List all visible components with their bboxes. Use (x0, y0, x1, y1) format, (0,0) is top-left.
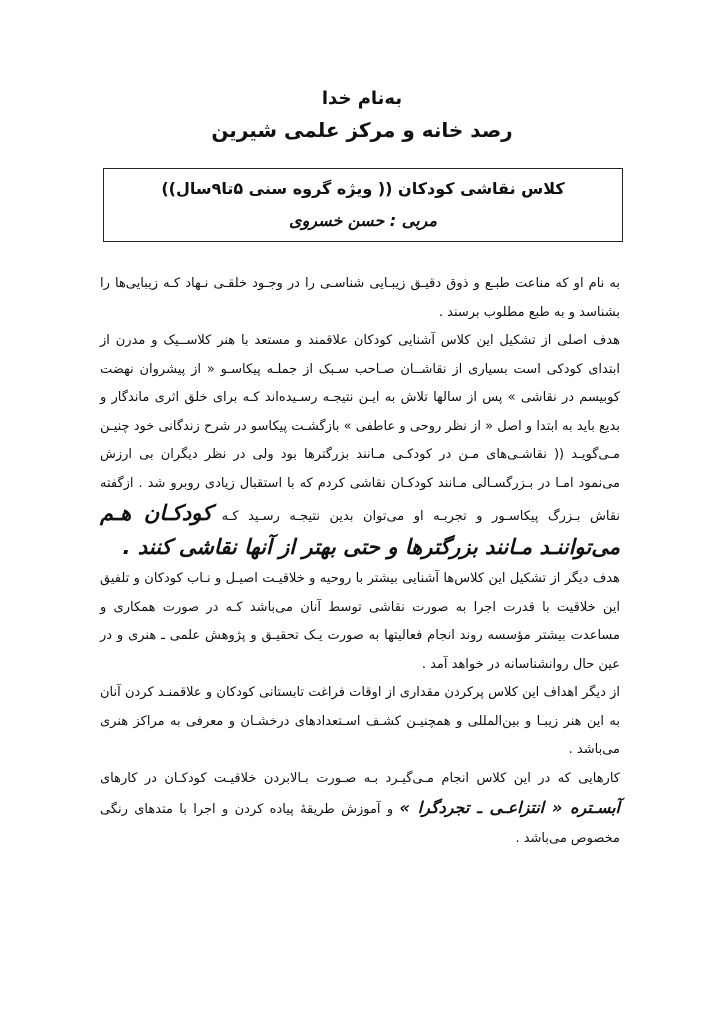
paragraph-other-goals: از دیگر اهداف این کلاس پرکردن مقداری از اوقات فراغت تابستانی کودکان و علاقمنـد کردن آنان به این هنر زیبـا و بین‌المللی و همچنیـن کشـف اسـتعدادهای درخشـان و معرفی به مراکز هنری می‌باشد . (100, 685, 620, 757)
instructor-name: مربی : حسن خسروی (289, 211, 437, 230)
paragraph-main-goal-text: هدف اصلی از تشکیل این کلاس آشنایی کودکان علاقمند و مستعد با هنر کلاســیک و مدرن از ابتدای کودکی است بسیاری از نقاشــان صـاحب سـبک از جملـه پیکاسـو « از پیشروان نهضت کوبیسم در نقاشی » پس از سالها تلاش به ایـن نتیجـه رسـیده‌اند کـه برای خلق اثری ماندگار و بدیع باید به ابتدا و اصل « از نظر روحی و عاطفی » بازگشـت پیکاسو در شرح زندگانی خود چنیـن مـی‌گویـد (( نقاشـی‌های مـن در کودکـی مـانند بزرگترها بود ولی در نظر دیگران بی ارزش می‌نمود امـا در بـزرگسـالی مـانند کودکـان نقاشی کردم که با استقبال زیادی روبرو شد . ازگفته نقاش بـزرگ پیکاسـور و تجربـه او می‌توان بدین نتیجـه رسـید کـه (100, 333, 621, 524)
body-text (100, 270, 620, 853)
organization-title: رصد خانه و مرکز علمی شیرین (211, 118, 513, 142)
paragraph-activities-end: و آموزش طریقهٔ پیاده کردن و اجرا با متدهای رنگی مخصوص می‌باشد . (100, 802, 620, 846)
page-invocation: به‌نام خدا (321, 88, 403, 109)
course-title: کلاس نقاشی کودکان (( ویژه گروه سنی ۵تا۹سال)) (161, 179, 565, 198)
emphasized-quote: کودکـان هـم می‌تواننـد مـانند بزرگترها و حتی بهتر از آنها نقاشی کنند . (100, 501, 620, 559)
paragraph-second-goal: هدف دیگر از تشکیل این کلاس‌ها آشنایی بیشتر با روحیه و خلاقیـت اصیـل و نـاب کودکان و تلفیق این خلاقیت با قدرت اجرا به صورت نقاشی توسط آنان می‌باشد کـه در صورت همکاری و مساعدت بیشتر مؤسسه روند انجام فعالیتها به صورت یـک تحقیـق و پژوهش علمی ـ هنری و در عین حال روانشناسانه در خواهد آمد . (100, 571, 620, 672)
paragraph-main-goal (100, 327, 620, 565)
paragraph-activities-start: کارهایی که در این کلاس انجام مـی‌گیـرد بـه صـورت بـالابردن خلاقیـت کودکـان در کارهای (100, 770, 620, 786)
paragraph-activities (100, 765, 620, 854)
abstract-art-term: آبسـتره « انتزاعـی ـ تجردگرا » (399, 798, 620, 817)
course-title-box (103, 168, 623, 242)
paragraph-intro: به نام او که مناعت طبـع و ذوق دقیـق زیبـایی شناسـی را در وجـود خلقـی نـهاد کـه زیبایی‌ها را بشناسد و به طبع مطلوب برسند . (100, 276, 620, 320)
